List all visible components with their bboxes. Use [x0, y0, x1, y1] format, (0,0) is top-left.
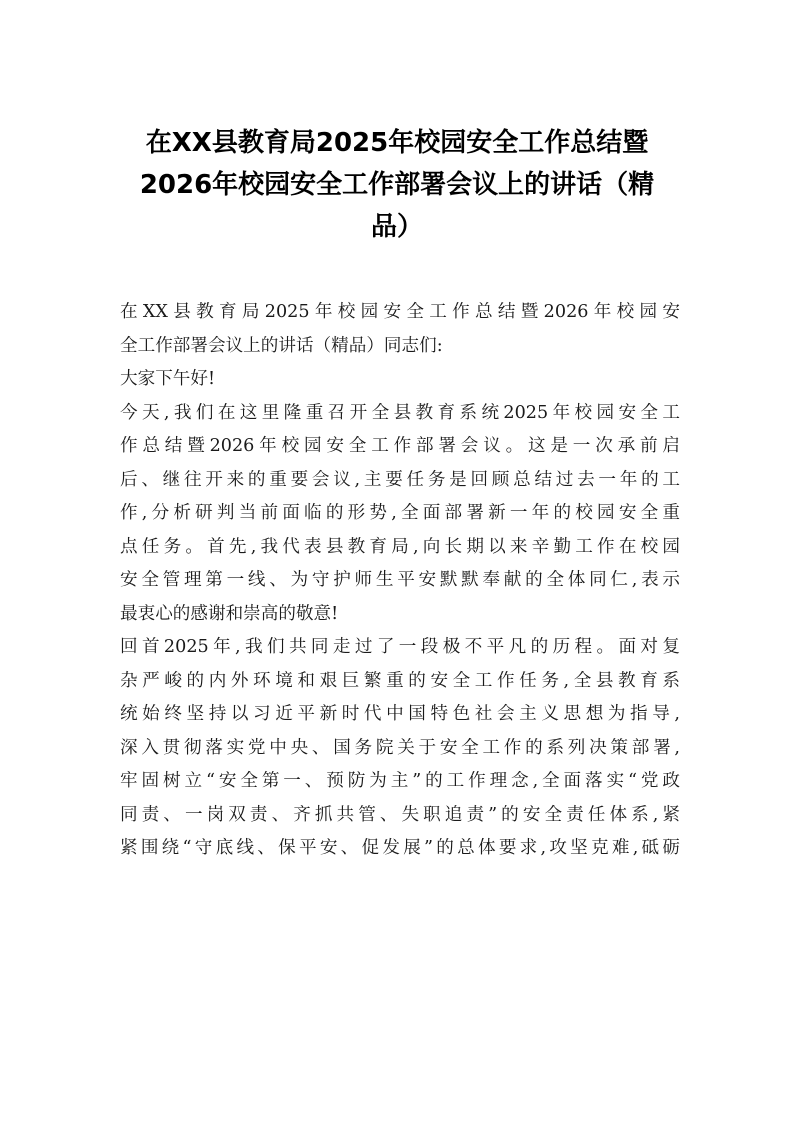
title-line: 品） — [370, 212, 423, 242]
text-line: 杂严峻的内外环境和艰巨繁重的安全工作任务,全县教育系 — [120, 670, 680, 691]
text-line: 全工作部署会议上的讲话（精品）同志们: — [120, 335, 443, 356]
paragraph-salutation — [120, 296, 680, 363]
text-line: 最衷心的感谢和崇高的敬意! — [120, 603, 339, 624]
paragraph-review — [120, 631, 680, 866]
text-line: 安全管理第一线、为守护师生平安默默奉献的全体同仁,表示 — [120, 570, 680, 590]
text-line: 点任务。首先,我代表县教育局,向长期以来辛勤工作在校园 — [120, 536, 680, 557]
document-body — [120, 296, 680, 866]
text-line: 紧围绕“守底线、保平安、促发展”的总体要求,攻坚克难,砥砺 — [120, 838, 680, 858]
document-title — [112, 122, 682, 248]
text-line: 大家下午好! — [120, 369, 216, 389]
text-line: 回首2025年,我们共同走过了一段极不平凡的历程。面对复 — [120, 637, 680, 657]
text-line: 在XX县教育局2025年校园安全工作总结暨2026年校园安 — [120, 302, 680, 322]
text-line: 统始终坚持以习近平新时代中国特色社会主义思想为指导, — [120, 704, 680, 724]
paragraph-greeting — [120, 363, 680, 397]
title-line: 在XX县教育局2025年校园安全工作总结暨 — [145, 128, 649, 158]
title-line: 2026年校园安全工作部署会议上的讲话（精 — [139, 170, 655, 200]
text-line: 作,分析研判当前面临的形势,全面部署新一年的校园安全重 — [120, 503, 680, 523]
text-line: 作总结暨2026年校园安全工作部署会议。这是一次承前启 — [120, 436, 680, 456]
text-line: 今天,我们在这里隆重召开全县教育系统2025年校园安全工 — [120, 402, 680, 423]
paragraph-opening — [120, 397, 680, 632]
text-line: 后、继往开来的重要会议,主要任务是回顾总结过去一年的工 — [120, 469, 680, 490]
text-line: 同责、一岗双责、齐抓共管、失职追责”的安全责任体系,紧 — [120, 804, 680, 825]
text-line: 深入贯彻落实党中央、国务院关于安全工作的系列决策部署, — [120, 737, 680, 758]
text-line: 牢固树立“安全第一、预防为主”的工作理念,全面落实“党政 — [120, 771, 680, 791]
